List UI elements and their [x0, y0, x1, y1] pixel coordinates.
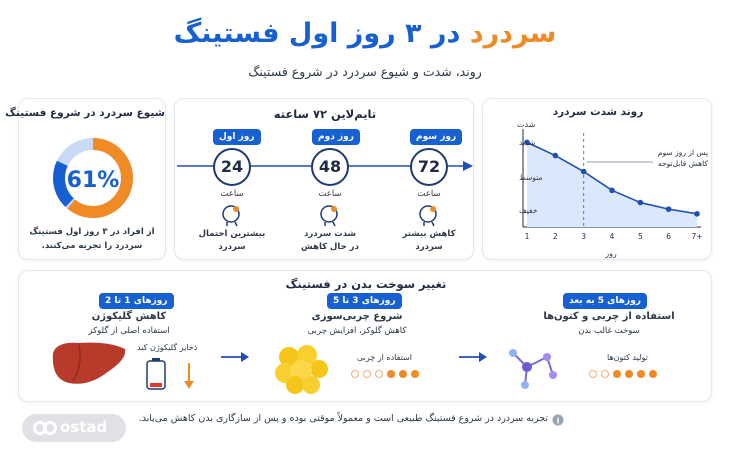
timeline-day2-pill: روز دوم	[312, 129, 360, 145]
timeline-day1-line2: سردرد	[218, 242, 246, 252]
fuel-stage3-pill: روزهای 5 به بعد	[563, 293, 647, 309]
chart-x-tick-label: 1	[524, 232, 530, 241]
chart-x-tick-label: 4	[609, 232, 615, 241]
timeline-day2-unit: ساعت	[318, 189, 342, 199]
level-dot-filled	[387, 370, 395, 378]
chart-y-tick-label: متوسط	[519, 173, 543, 182]
timeline-day2-hours: 48	[311, 148, 349, 186]
fat-cells-icon	[271, 339, 331, 395]
chart-annotation-text: کاهش قابل‌توجه	[657, 159, 709, 168]
info-icon	[552, 414, 564, 426]
fuel-stage1-heading: کاهش گلیکوژن	[91, 311, 167, 322]
severity-chart	[483, 99, 713, 261]
chart-x-tick-label: 5	[637, 232, 643, 241]
page-subtitle: روند، شدت و شیوع سردرد در شروع فستینگ	[248, 64, 482, 79]
level-dot-empty	[375, 370, 383, 378]
level-dot-filled	[637, 370, 645, 378]
title-rest: در ۳ روز اول فستینگ	[173, 18, 461, 49]
footer-note: تجربه سردرد در شروع فستینگ طبیعی است و معمولاً موقتی بوده و پس از سازگاری بدن کاهش می‌یابد.	[138, 413, 548, 424]
fuel-stage1-desc: استفاده اصلی از گلوکز	[88, 326, 170, 336]
fuel-stage1-pill: روزهای 1 تا 2	[99, 293, 174, 309]
level-dot-filled	[399, 370, 407, 378]
fuel-stage3-side: تولید کتون‌ها	[607, 353, 648, 362]
chart-x-tick-label: 3	[581, 232, 587, 241]
chart-point	[553, 153, 559, 159]
chart-x-label: روز	[605, 249, 617, 258]
timeline-day3-pill: روز سوم	[410, 129, 462, 145]
timeline-day2-line2: در حال کاهش	[301, 242, 359, 252]
timeline-day2-line1: شدت سردرد	[303, 229, 357, 239]
fuel-stage1-side: ذخایر گلیکوژن کبد	[137, 343, 198, 352]
ostad-logo	[22, 414, 126, 442]
fuel-stage2-desc: کاهش گلوکز، افزایش چربی	[307, 326, 407, 336]
fuel-stage2-pill: روزهای 3 تا 5	[327, 293, 402, 309]
chart-x-tick-label: 2	[552, 232, 558, 241]
level-dot-filled	[649, 370, 657, 378]
level-dot-filled	[625, 370, 633, 378]
head-pain-icon	[416, 202, 442, 228]
ketone-molecule-icon	[503, 343, 559, 393]
chart-annotation-text: پس از روز سوم	[657, 148, 709, 157]
fuel-stage3-level	[589, 370, 657, 378]
prevalence-donut	[19, 125, 167, 235]
fuel-card	[18, 270, 712, 402]
arrow-icon	[219, 351, 251, 363]
head-pain-icon	[317, 202, 343, 228]
timeline-card	[174, 98, 474, 260]
timeline-day1-hours: 24	[213, 148, 251, 186]
level-dot-empty	[589, 370, 597, 378]
chart-x-tick-label: 6	[666, 232, 672, 241]
head-pain-icon	[219, 202, 245, 228]
chart-point	[694, 211, 700, 217]
logo-text: ostad	[60, 418, 108, 436]
chart-card	[482, 98, 712, 260]
timeline-day1-line1: بیشترین احتمال	[198, 229, 266, 239]
chart-point	[581, 169, 587, 175]
logo-mark-icon	[32, 418, 58, 438]
prevalence-card	[5, 98, 166, 260]
chart-point	[638, 200, 644, 206]
timeline-title: تایم‌لاین ۷۲ ساعته	[273, 107, 377, 121]
timeline-day1-unit: ساعت	[220, 189, 244, 199]
timeline-day3-line2: سردرد	[415, 242, 443, 252]
page-title	[0, 18, 730, 49]
chart-point	[609, 188, 615, 194]
level-dot-filled	[411, 370, 419, 378]
fuel-stage2-side: استفاده از چربی	[357, 353, 413, 362]
chart-y-tick-label: خفیف	[519, 206, 538, 215]
liver-icon	[49, 339, 129, 391]
level-dot-empty	[601, 370, 609, 378]
arrow-icon	[457, 351, 489, 363]
battery-low-icon	[141, 357, 211, 393]
chart-point	[666, 206, 672, 212]
timeline-day3-unit: ساعت	[417, 189, 441, 199]
prevalence-percent: 61%	[66, 168, 120, 193]
fuel-stage2-level	[351, 370, 419, 378]
svg-text:i: i	[556, 416, 560, 426]
prevalence-title: شیوع سردرد در شروع فستینگ	[5, 107, 165, 119]
level-dot-filled	[613, 370, 621, 378]
timeline-day3-line1: کاهش بیشتر	[402, 229, 456, 239]
level-dot-empty	[351, 370, 359, 378]
prevalence-desc-1: از افراد در ۳ روز اول فستینگ	[29, 227, 155, 237]
prevalence-desc-2: سردرد را تجربه می‌کنند.	[41, 241, 143, 251]
chart-x-tick-label: 7+	[691, 232, 703, 241]
timeline-day3-hours: 72	[410, 148, 448, 186]
timeline-day1-pill: روز اول	[213, 129, 261, 145]
fuel-stage3-heading: استفاده از چربی و کتون‌ها	[543, 311, 675, 322]
chart-title: روند شدت سردرد	[552, 106, 644, 118]
chart-y-tick-label: شدید	[519, 138, 536, 147]
fuel-stage2-heading: شروع چربی‌سوزی	[311, 311, 403, 322]
chart-y-top-label: شدت	[517, 120, 536, 129]
fuel-title: تغییر سوخت بدن در فستینگ	[285, 277, 447, 291]
title-highlight: سردرد	[469, 18, 557, 49]
level-dot-empty	[363, 370, 371, 378]
fuel-stage3-desc: سوخت غالب بدن	[578, 326, 640, 336]
